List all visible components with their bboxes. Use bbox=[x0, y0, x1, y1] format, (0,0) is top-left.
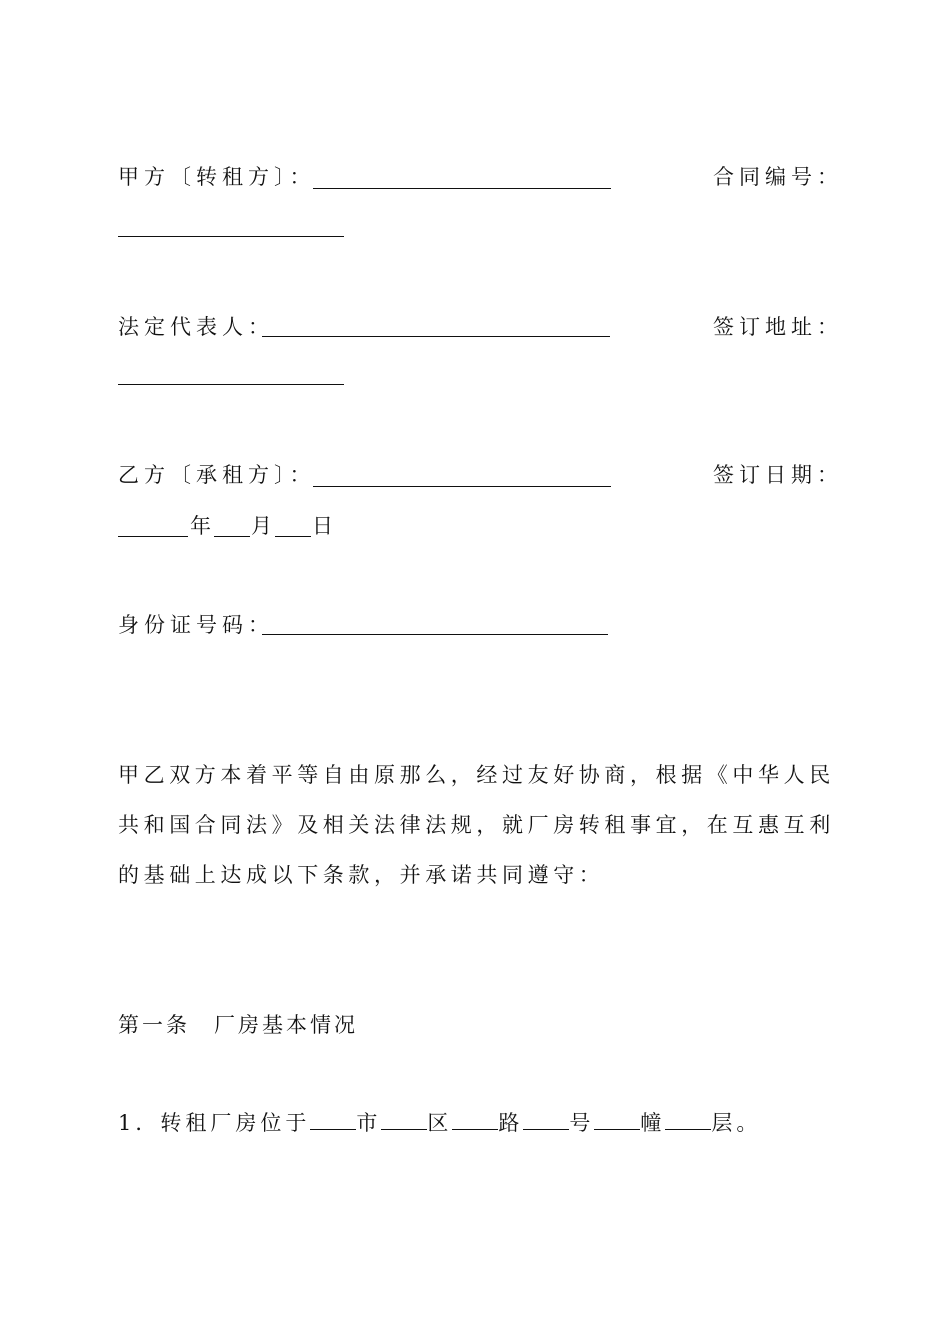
article-1-title: 第一条 厂房基本情况 bbox=[118, 1013, 358, 1037]
sign-date-label: 签订日期： bbox=[713, 463, 843, 487]
district-label: 区 bbox=[427, 1111, 453, 1135]
date-year-blank bbox=[118, 536, 188, 537]
contract-no-label: 合同编号： bbox=[713, 165, 843, 189]
sign-address-blank bbox=[118, 384, 344, 385]
road-blank bbox=[452, 1109, 498, 1130]
article-1-item-1 bbox=[118, 1109, 761, 1137]
intro-paragraph: 甲乙双方本着平等自由原那么，经过友好协商，根据《中华人民共和国合同法》及相关法律法规，就厂房转租事宜，在互惠互利的基础上达成以下条款，并承诺共同遵守： bbox=[118, 763, 835, 887]
number-blank bbox=[523, 1109, 569, 1130]
id-number-blank bbox=[262, 634, 608, 635]
city-label: 市 bbox=[356, 1111, 382, 1135]
number-label: 号 bbox=[569, 1111, 595, 1135]
date-day-label: 日 bbox=[312, 514, 338, 538]
party-a-label: 甲方〔转租方〕： bbox=[118, 165, 316, 189]
date-month-label: 月 bbox=[251, 514, 277, 538]
date-month-blank bbox=[214, 536, 250, 537]
building-label: 幢 bbox=[640, 1111, 666, 1135]
legal-rep-blank bbox=[262, 336, 610, 337]
sign-address-label: 签订地址： bbox=[713, 315, 843, 339]
road-label: 路 bbox=[498, 1111, 524, 1135]
party-b-label: 乙方〔承租方〕： bbox=[118, 463, 316, 487]
party-b-blank bbox=[313, 486, 611, 487]
floor-label: 层。 bbox=[711, 1111, 762, 1135]
party-a-blank bbox=[313, 188, 611, 189]
item-1-prefix: 1．转租厂房位于 bbox=[118, 1111, 311, 1135]
date-year-label: 年 bbox=[190, 514, 216, 538]
contract-no-blank bbox=[118, 236, 344, 237]
floor-blank bbox=[665, 1109, 711, 1130]
legal-rep-label: 法定代表人： bbox=[118, 315, 274, 339]
district-blank bbox=[381, 1109, 427, 1130]
building-blank bbox=[594, 1109, 640, 1130]
date-day-blank bbox=[275, 536, 311, 537]
city-blank bbox=[310, 1109, 356, 1130]
id-number-label: 身份证号码： bbox=[118, 613, 274, 637]
